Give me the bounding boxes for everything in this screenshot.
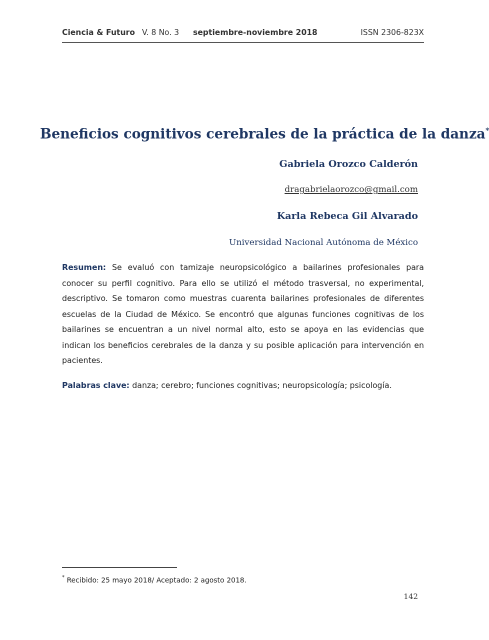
abstract: [62, 260, 424, 369]
author-1-email[interactable]: dragabrielaorozco@gmail.com: [284, 185, 418, 195]
footnote: [62, 575, 247, 584]
journal-name: Ciencia & Futuro: [62, 28, 135, 37]
article-title: [40, 126, 489, 143]
author-1-name: Gabriela Orozco Calderón: [279, 159, 418, 170]
keywords-text: danza; cerebro; funciones cognitivas; neuropsicología; psicología.: [129, 381, 392, 390]
page-number: 142: [403, 592, 418, 601]
running-header: [62, 28, 424, 40]
keywords-label: Palabras clave:: [62, 381, 130, 390]
author-2-name: Karla Rebeca Gil Alvarado: [276, 211, 418, 222]
footnote-marker: *: [62, 575, 65, 581]
abstract-label: Resumen:: [62, 263, 107, 272]
publication-period: septiembre-noviembre 2018: [193, 28, 318, 37]
footnote-divider: [62, 567, 177, 568]
header-divider: [62, 42, 424, 43]
issn: ISSN 2306-823X: [360, 28, 424, 37]
author-2-affiliation: Universidad Nacional Autónoma de México: [229, 238, 418, 248]
abstract-text: Se evaluó con tamizaje neuropsicológico a bailarines profesionales para conocer su perfil cognitivo. Para ello se utilizó el método trasversal, no experimental, descriptivo. Se tomaron como muestras cuarenta bailarines profesionales de diferentes escuelas de la Ciudad de México. Se encontró que algunas funciones cognitivas de los bailarines se encuentran a un nivel normal alto, esto se apoya en las evidencias que indican los beneficios cerebrales de la danza y su posible aplicación para intervención en pacientes.: [62, 263, 424, 365]
keywords: [62, 378, 424, 393]
footnote-text: Recibido: 25 mayo 2018/ Aceptado: 2 agosto 2018.: [64, 576, 247, 585]
volume-issue: V. 8 No. 3: [142, 28, 180, 37]
article-title-text: Beneficios cognitivos cerebrales de la práctica de la danza: [40, 126, 486, 143]
title-footnote-marker: *: [485, 126, 489, 135]
